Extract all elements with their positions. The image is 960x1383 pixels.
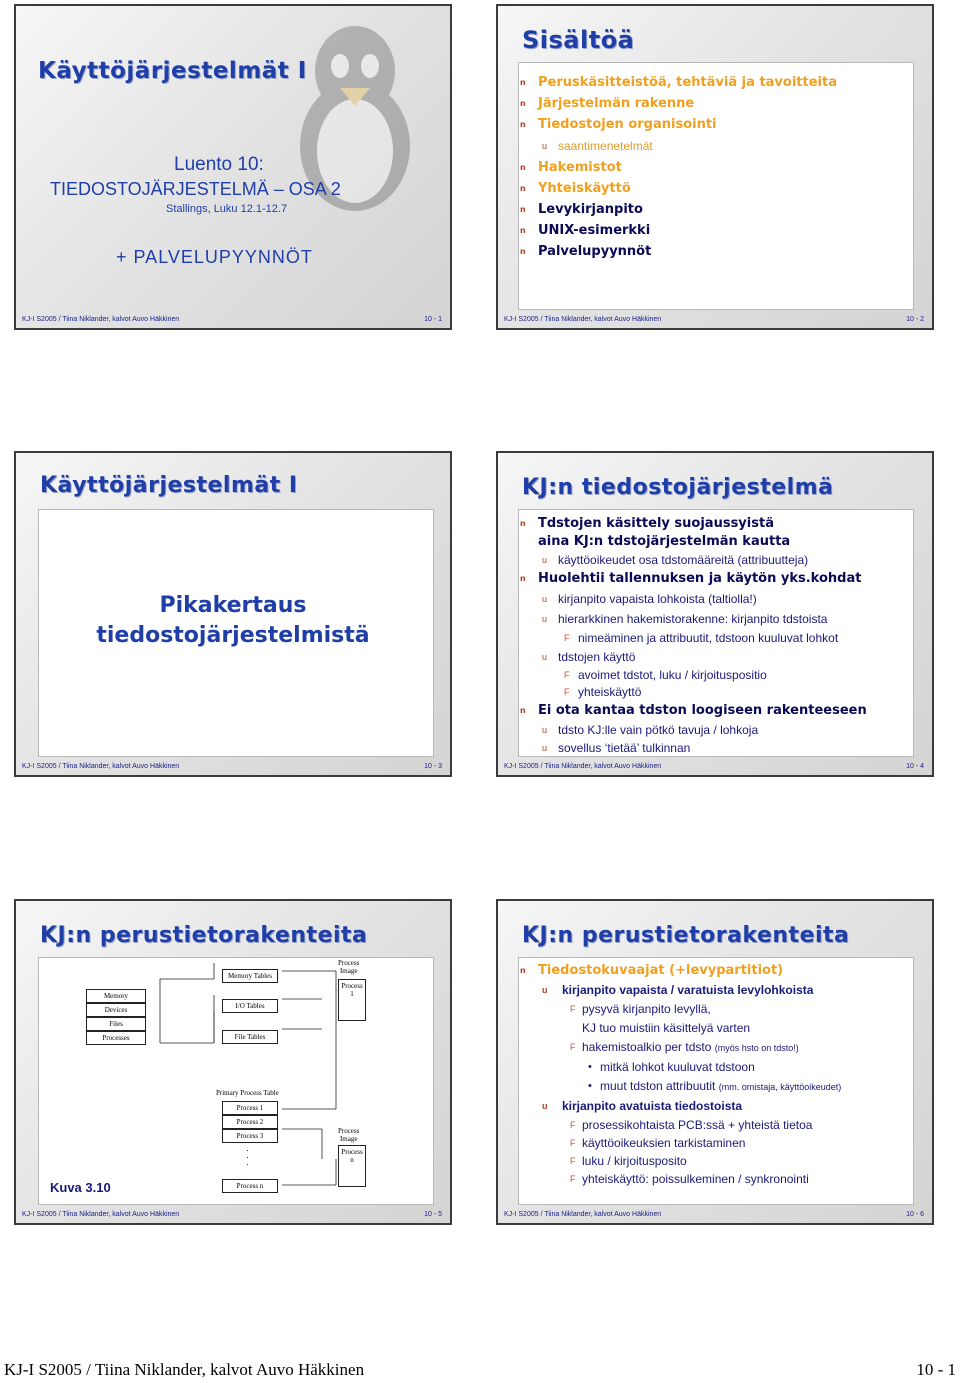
list-item: n UNIX-esimerkki: [520, 223, 651, 238]
slide-4-footer: KJ-I S2005 / Tiina Niklander, kalvot Auvo Häkkinen: [504, 763, 662, 770]
slide-1-topic-line: TIEDOSTOJÄRJESTELMÄ – OSA 2: [50, 179, 341, 199]
process-1-entry: Process 1: [222, 1101, 278, 1115]
file-tables-box: File Tables: [222, 1030, 278, 1044]
files-box: Files: [86, 1017, 146, 1031]
list-item: n Tdstojen käsittely suojaussyistä: [520, 516, 774, 531]
slide-6-footer: KJ-I S2005 / Tiina Niklander, kalvot Auvo Häkkinen: [504, 1211, 662, 1218]
devices-box: Devices: [86, 1003, 146, 1017]
slide-1-footer: KJ-I S2005 / Tiina Niklander, kalvot Auvo Häkkinen: [22, 316, 180, 323]
slide-5-footer: KJ-I S2005 / Tiina Niklander, kalvot Auvo Häkkinen: [22, 1211, 180, 1218]
list-item: n Tiedostokuvaajat (+levypartitiot): [520, 963, 784, 978]
process-image-n-box: Process n: [338, 1145, 366, 1187]
slide-2-number: 10 - 2: [906, 316, 924, 323]
list-item: u käyttöoikeudet osa tdstomääreitä (attribuutteja): [542, 553, 809, 567]
list-item: F nimeäminen ja attribuutit, tdstoon kuuluvat lohkot: [564, 631, 839, 645]
slide-3-center-line-2: tiedostojärjestelmistä: [96, 623, 370, 648]
slide-6-number: 10 - 6: [906, 1211, 924, 1218]
list-item: F käyttöoikeuksien tarkistaminen: [570, 1136, 746, 1150]
list-item: F hakemistoalkio per tdsto (myös hsto on tdsto!): [570, 1040, 799, 1054]
slide-2: [496, 4, 934, 330]
list-item: u kirjanpito avatuista tiedostoista: [542, 1099, 743, 1113]
processes-box: Processes: [86, 1031, 146, 1045]
list-item: F prosessikohtaista PCB:ssä + yhteistä tietoa: [570, 1118, 813, 1132]
list-item: n Palvelupyynnöt: [520, 244, 652, 259]
slide-1-content-panel: [16, 76, 452, 276]
slide-1-title: Käyttöjärjestelmät I: [38, 58, 307, 84]
process-image-1-box: Process 1: [338, 979, 366, 1021]
slide-5: [14, 899, 452, 1225]
list-item: n Tiedostojen organisointi: [520, 117, 717, 132]
list-item: u kirjanpito vapaista lohkoista (taltiolla!): [542, 592, 757, 606]
slide-2-footer: KJ-I S2005 / Tiina Niklander, kalvot Auvo Häkkinen: [504, 316, 662, 323]
list-item: KJ tuo muistiin käsittelyä varten: [582, 1021, 751, 1035]
slide-1-subtitle-line: + PALVELUPYYNNÖT: [116, 247, 313, 267]
list-item: n Peruskäsitteistöä, tehtäviä ja tavoitteita: [520, 75, 837, 90]
process-3-entry: Process 3: [222, 1129, 278, 1143]
list-item: F pysyvä kirjanpito levyllä,: [570, 1002, 711, 1016]
slide-6-title: KJ:n perustietorakenteita: [522, 923, 850, 948]
list-item: n Yhteiskäyttö: [520, 181, 631, 196]
list-item: F luku / kirjoitusposito: [570, 1154, 687, 1168]
memory-box: Memory: [86, 989, 146, 1003]
list-item: n Ei ota kantaa tdston loogiseen rakenteeseen: [520, 703, 867, 718]
list-item: u sovellus ‘tietää’ tulkinnan: [542, 741, 691, 755]
slide-3-center-line-1: Pikakertaus: [159, 593, 307, 618]
page-footer-credit: KJ-I S2005 / Tiina Niklander, kalvot Auvo Häkkinen: [4, 1360, 365, 1379]
slide-4: [496, 451, 934, 777]
list-item: • muut tdston attribuutit (mm. omistaja, käyttöoikeudet): [588, 1079, 842, 1093]
slide-2-list: [518, 72, 837, 262]
ellipsis-mark: · · ·: [246, 1145, 249, 1169]
slide-3: [14, 451, 452, 777]
slide-3-number: 10 - 3: [424, 763, 442, 770]
slide-4-list: [518, 515, 867, 757]
slide-1-number: 10 - 1: [424, 316, 442, 323]
list-item: • mitkä lohkot kuuluvat tdstoon: [588, 1060, 755, 1074]
process-image-label: Process Image: [338, 959, 360, 975]
slide-5-title: KJ:n perustietorakenteita: [40, 923, 368, 948]
memory-tables-box: Memory Tables: [222, 969, 278, 983]
process-n-entry: Process n: [222, 1179, 278, 1193]
process-image-n-label: Process Image: [338, 1127, 360, 1143]
slide-3-title: Käyttöjärjestelmät I: [40, 473, 298, 498]
list-item: u tdstojen käyttö: [542, 650, 636, 664]
list-item: n Hakemistot: [520, 160, 622, 175]
list-item: F yhteiskäyttö: poissulkeminen / synkronointi: [570, 1172, 809, 1186]
list-item: F avoimet tdstot, luku / kirjoituspositio: [564, 668, 767, 682]
primary-process-table-label: Primary Process Table: [216, 1089, 279, 1097]
list-item: u kirjanpito vapaista / varatuista levylohkoista: [542, 983, 814, 997]
list-item: u saantimenetelmät: [542, 139, 653, 153]
slide-4-number: 10 - 4: [906, 763, 924, 770]
process-2-entry: Process 2: [222, 1115, 278, 1129]
list-item: n Järjestelmän rakenne: [520, 96, 695, 111]
slide-2-title: Sisältöä: [522, 26, 635, 54]
slide-6: [496, 899, 934, 1225]
list-item: aina KJ:n tdstojärjestelmän kautta: [538, 534, 791, 549]
slide-6-list: [518, 961, 841, 1188]
slide-5-number: 10 - 5: [424, 1211, 442, 1218]
slide-4-title: KJ:n tiedostojärjestelmä: [522, 475, 834, 500]
list-item: n Huolehtii tallennuksen ja käytön yks.kohdat: [520, 571, 862, 586]
slide-1: [14, 4, 452, 330]
page-footer-number: 10 - 1: [916, 1360, 956, 1379]
list-item: u tdsto KJ:lle vain pötkö tavuja / lohkoja: [542, 723, 759, 737]
figure-caption: Kuva 3.10: [50, 1180, 111, 1195]
slide-1-reference-line: Stallings, Luku 12.1-12.7: [166, 203, 288, 215]
list-item: u hierarkkinen hakemistorakenne: kirjanpito tdstoista: [542, 612, 828, 626]
list-item: F yhteiskäyttö: [564, 685, 642, 699]
slide-1-lecture-line: Luento 10:: [174, 154, 264, 175]
list-item: n Levykirjanpito: [520, 202, 643, 217]
slide-3-footer: KJ-I S2005 / Tiina Niklander, kalvot Auvo Häkkinen: [22, 763, 180, 770]
io-tables-box: I/O Tables: [222, 999, 278, 1013]
process-structures-diagram: [86, 959, 386, 1199]
